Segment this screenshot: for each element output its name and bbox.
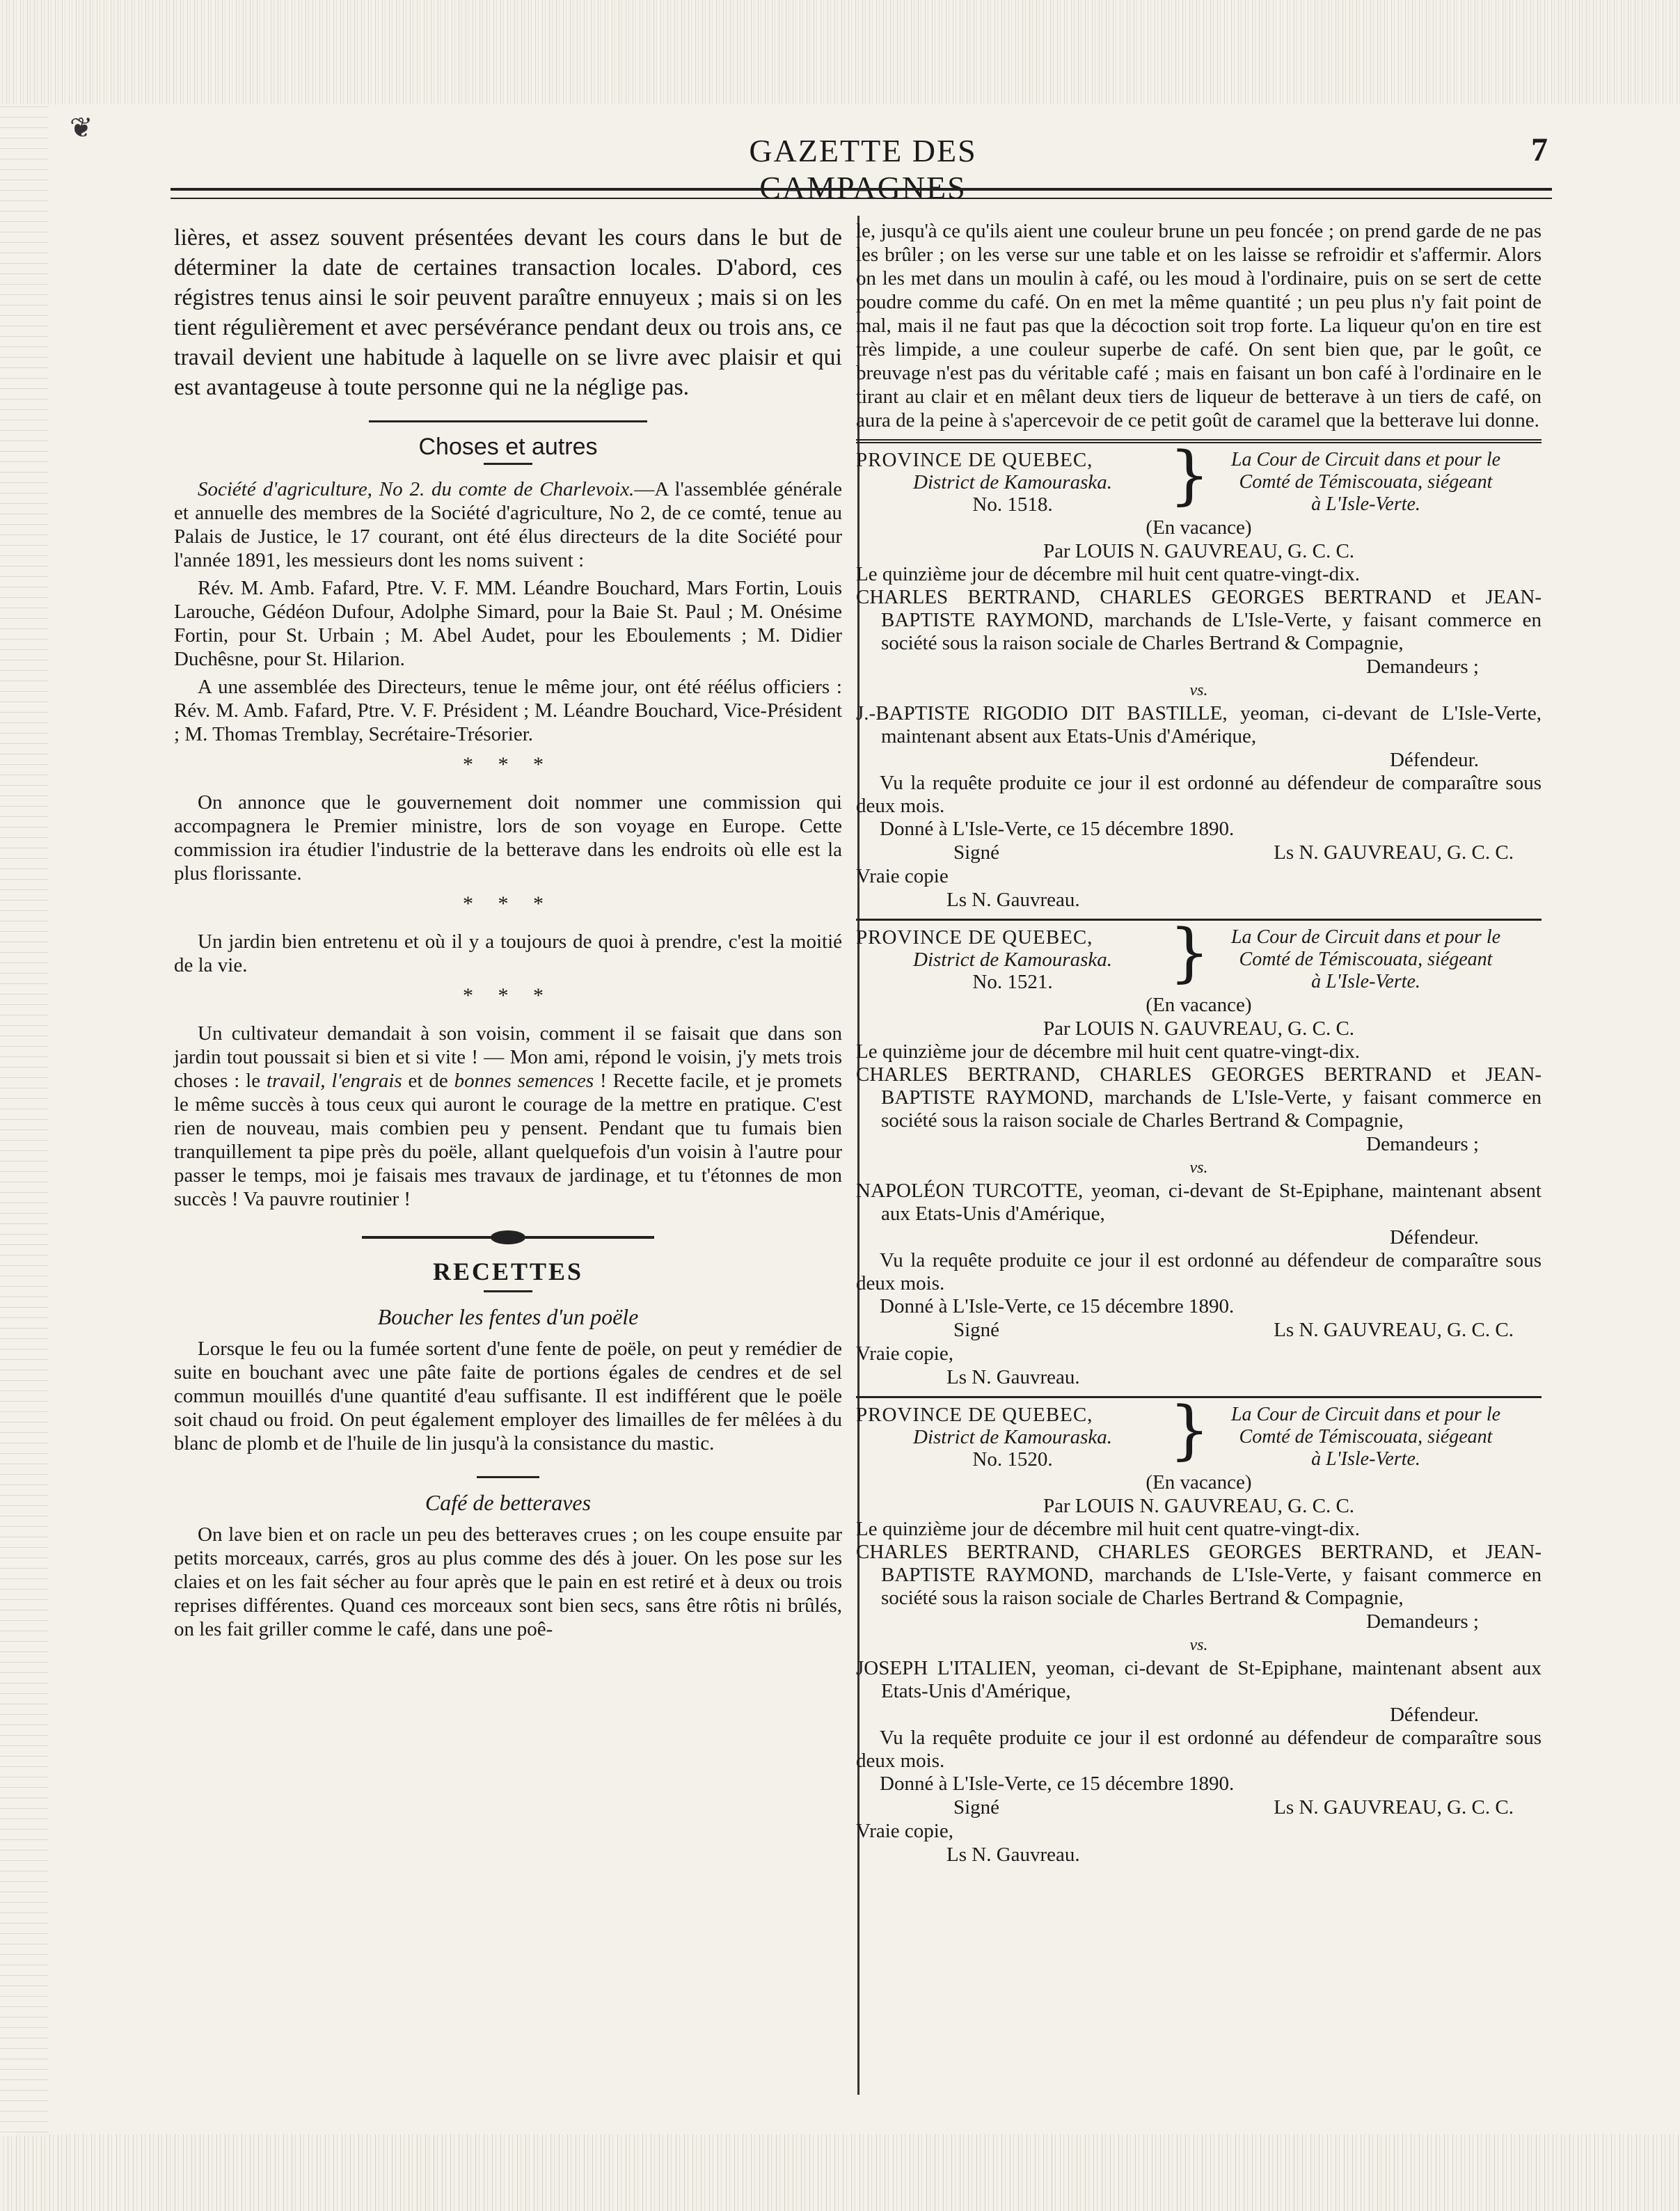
notice-defendeur: Défendeur. xyxy=(1389,1226,1479,1249)
notice-demandeurs: Demandeurs ; xyxy=(1366,1610,1479,1633)
court-line-2: Comté de Témiscouata, siégeant xyxy=(1239,949,1493,970)
notice-copie: Vraie copie xyxy=(856,865,949,887)
notice-date-line: Le quinzième jour de décembre mil huit cent quatre-vingt-dix. xyxy=(856,1040,1360,1063)
notice-date-line: Le quinzième jour de décembre mil huit cent quatre-vingt-dix. xyxy=(856,1518,1360,1540)
cultivateur-italic-b: bonnes semences xyxy=(454,1070,594,1092)
brace-icon: } xyxy=(1169,438,1210,512)
notice-signe: Signé xyxy=(953,841,1000,864)
notice-vs: vs. xyxy=(1189,681,1208,699)
recipe-cafe-text: On lave bien et on racle un peu des betteraves crues ; on les coupe ensuite par petits morceaux, carrés, gros au plus comme des dés à jouer. On les pose sur les claies et on les fait sécher au four après que le pain en est retiré et à deux ou trois reprises différentes. Quand ces morceaux sont bien secs, sans être rôtis ni brûlés, on les fait griller comme le café, dans une poê- xyxy=(174,1523,842,1640)
court-line-1: La Cour de Circuit dans et pour le xyxy=(1230,926,1501,948)
notice-par: Par LOUIS N. GAUVREAU, G. C. C. xyxy=(1043,1017,1355,1040)
notice-signature-row xyxy=(856,1318,1542,1342)
notice-district: District de Kamouraska. xyxy=(913,949,1112,971)
section-rule xyxy=(369,420,647,422)
notice-signature-row xyxy=(856,1796,1542,1819)
notice-copie-name: Ls N. Gauvreau. xyxy=(946,1844,1080,1866)
notice-copie-name: Ls N. Gauvreau. xyxy=(946,889,1080,911)
court-line-3: à L'Isle-Verte. xyxy=(1311,493,1420,515)
recipe-title-cafe: Café de betteraves xyxy=(425,1490,592,1515)
cultivateur-text-a: Un cultivateur demandait à son voisin, comment il se faisait que dans son jardin tout poussait si bien et si vite ! — Mon ami, répond le voisin, j'y mets trois choses : le xyxy=(174,1022,842,1092)
notice-jurisdiction xyxy=(856,449,1169,516)
legal-notice xyxy=(856,439,1542,919)
notice-number: No. 1520. xyxy=(972,1448,1053,1471)
court-line-3: à L'Isle-Verte. xyxy=(1311,1448,1420,1470)
cafe-continuation: le, jusqu'à ce qu'ils aient une couleur brune un peu foncée ; on prend garde de ne pas les brûler ; on les verse sur une table et on les laisse se refroidir et s'affermir. Alors on les met dans un moulin à café, ou les moud à l'ordinaire, puis on se sert de cette poudre comme du café. On en met la même quantité ; un peu plus n'y fait point de mal, mais il ne faut pas que la décoction soit trop forte. La liqueur qu'on en tire est très limpide, a une couleur superbe de café. On sent bien que, par le goût, ce breuvage n'est pas du véritable café ; mais en faisant un bon café à l'ordinaire en le tirant au clair et en mêlant deux tiers de liqueur de betterave à un tiers de café, on aura de la peine à s'apercevoir de ce petit goût de caramel que la betterave lui donne. xyxy=(856,220,1542,431)
cultivateur-text-c: ! Recette facile, et je promets le même succès à tous ceux qui auront le courage de la mettre en pratique. C'est rien de nouveau, mais combien peu y pensent. Pendant que tu fumais bien tranquillement ta pipe près du poële, allant quelquefois d'un voisin à l'autre pour passer le temps, moi je faisais mes travaux de jardinage, et tu t'étonnes de mon succès ! Va pauvre routinier ! xyxy=(174,1070,842,1210)
notice-jurisdiction xyxy=(856,1404,1169,1471)
notice-province: PROVINCE DE QUEBEC, xyxy=(856,926,1093,949)
recipe-title-poele: Boucher les fentes d'un poële xyxy=(377,1304,639,1329)
notice-plaintiffs: CHARLES BERTRAND, CHARLES GEORGES BERTRAND et JEAN-BAPTISTE RAYMOND, marchands de L'Isle-Verte, y faisant commerce en société sous la raison sociale de Charles Bertrand & Compagnie, xyxy=(856,586,1542,654)
recipe-rule xyxy=(477,1476,539,1478)
section-title-recettes: RECETTES xyxy=(432,1258,584,1285)
left-column xyxy=(174,223,842,1645)
cultivateur-text-b: et de xyxy=(402,1070,454,1092)
notice-plaintiffs: CHARLES BERTRAND, CHARLES GEORGES BERTRAND et JEAN-BAPTISTE RAYMOND, marchands de L'Isle-Verte, y faisant commerce en société sous la raison sociale de Charles Bertrand & Compagnie, xyxy=(856,1063,1542,1132)
notice-number: No. 1521. xyxy=(972,971,1053,993)
notice-signe: Signé xyxy=(953,1319,1000,1341)
legal-notice xyxy=(856,1393,1542,1873)
notice-header xyxy=(856,1393,1542,1471)
notice-copie-name: Ls N. Gauvreau. xyxy=(946,1366,1080,1388)
scan-noise-bottom xyxy=(0,2134,1680,2211)
notice-plaintiffs: CHARLES BERTRAND, CHARLES GEORGES BERTRAND, et JEAN-BAPTISTE RAYMOND, marchands de L'Isle-Verte, y faisant commerce en société sous la raison sociale de Charles Bertrand & Compagnie, xyxy=(856,1541,1542,1609)
notice-header xyxy=(856,438,1542,516)
notice-demandeurs: Demandeurs ; xyxy=(1366,1133,1479,1155)
notice-vacance: (En vacance) xyxy=(1146,994,1252,1016)
court-line-3: à L'Isle-Verte. xyxy=(1311,971,1420,992)
notice-signe: Signé xyxy=(953,1796,1000,1818)
header-rule xyxy=(171,188,1552,199)
notice-demandeurs: Demandeurs ; xyxy=(1366,656,1479,678)
notice-defendant: NAPOLÉON TURCOTTE, yeoman, ci-devant de St-Epiphane, maintenant absent aux Etats-Unis d'Amérique, xyxy=(856,1180,1542,1225)
notice-par: Par LOUIS N. GAUVREAU, G. C. C. xyxy=(1043,540,1355,562)
notice-copie: Vraie copie, xyxy=(856,1342,953,1365)
societe-lead: Société d'agriculture, No 2. du comte de Charlevoix. xyxy=(198,478,635,500)
notice-date-line: Le quinzième jour de décembre mil huit cent quatre-vingt-dix. xyxy=(856,563,1360,585)
scan-noise-left xyxy=(0,104,49,2137)
notice-court xyxy=(1190,926,1542,993)
notice-signer: Ls N. GAUVREAU, G. C. C. xyxy=(1274,1319,1514,1341)
societe-text: —A l'assemblée générale et annuelle des membres de la Société d'agriculture, No 2, de ce comté, tenue au Palais de Justice, le 17 courant, ont été élus directeurs de la dite Société pour l'année 1891, les messieurs dont les noms suivent : xyxy=(174,478,842,571)
brace-icon: } xyxy=(1169,915,1210,990)
scan-noise-top xyxy=(0,0,1680,104)
separator-stars: * * * xyxy=(463,984,553,1007)
notice-signer: Ls N. GAUVREAU, G. C. C. xyxy=(1274,841,1514,864)
notice-district: District de Kamouraska. xyxy=(913,1426,1112,1448)
notice-jurisdiction xyxy=(856,926,1169,993)
court-line-1: La Cour de Circuit dans et pour le xyxy=(1230,1404,1501,1425)
notice-order: Vu la requête produite ce jour il est ordonné au défendeur de comparaître sous deux mois. xyxy=(856,1727,1542,1772)
jardin-paragraph: Un jardin bien entretenu et où il y a toujours de quoi à prendre, c'est la moitié de la vie. xyxy=(174,930,842,976)
notice-donne: Donné à L'Isle-Verte, ce 15 décembre 1890. xyxy=(880,1295,1235,1317)
page-number: 7 xyxy=(1531,132,1548,168)
societe-officers: A une assemblée des Directeurs, tenue le même jour, ont été réélus officiers : Rév. M. Amb. Fafard, Ptre. V. F. Président ; M. Léandre Bouchard, Vice-Président ; M. Thomas Tremblay, Secrétaire-Trésorier. xyxy=(174,676,842,745)
separator-stars: * * * xyxy=(463,892,553,915)
ornament-rule xyxy=(362,1236,654,1239)
notice-vacance: (En vacance) xyxy=(1146,1471,1252,1493)
notice-defendant: J.-BAPTISTE RIGODIO DIT BASTILLE, yeoman, ci-devant de L'Isle-Verte, maintenant absent aux Etats-Unis d'Amérique, xyxy=(856,702,1542,747)
notice-court xyxy=(1190,449,1542,516)
right-column xyxy=(856,219,1542,1873)
notice-donne: Donné à L'Isle-Verte, ce 15 décembre 1890. xyxy=(880,1773,1235,1795)
title-rule xyxy=(484,463,532,465)
court-line-2: Comté de Témiscouata, siégeant xyxy=(1239,1426,1493,1448)
separator-stars: * * * xyxy=(463,753,553,776)
societe-directors: Rév. M. Amb. Fafard, Ptre. V. F. MM. Léandre Bouchard, Mars Fortin, Louis Larouche, Gédéon Dufour, Adolphe Simard, pour la Baie St. Paul ; M. Onésime Fortin, pour St. Urbain ; M. Abel Audet, pour les Eboulements ; M. Didier Duchêsne, pour St. Hilarion. xyxy=(174,577,842,670)
notice-vs: vs. xyxy=(1189,1636,1208,1654)
commission-paragraph: On annonce que le gouvernement doit nommer une commission qui accompagnera le Premier ministre, lors de son voyage en Europe. Cette commission ira étudier l'industrie de la betterave dans les endroits où elle est la plus florissante. xyxy=(174,791,842,885)
running-title: GAZETTE DES CAMPAGNES xyxy=(749,133,977,205)
notice-court xyxy=(1190,1404,1542,1471)
cultivateur-paragraph xyxy=(174,1022,842,1211)
notice-defendant: JOSEPH L'ITALIEN, yeoman, ci-devant de St-Epiphane, maintenant absent aux Etats-Unis d'Amérique, xyxy=(856,1657,1542,1702)
title-rule xyxy=(484,1290,532,1292)
notice-defendeur: Défendeur. xyxy=(1389,749,1479,771)
notice-donne: Donné à L'Isle-Verte, ce 15 décembre 1890. xyxy=(880,818,1235,840)
notice-number: No. 1518. xyxy=(972,493,1053,516)
section-title-choses: Choses et autres xyxy=(418,434,598,460)
notice-par: Par LOUIS N. GAUVREAU, G. C. C. xyxy=(1043,1495,1355,1517)
notice-order: Vu la requête produite ce jour il est ordonné au défendeur de comparaître sous deux mois. xyxy=(856,772,1542,817)
notice-province: PROVINCE DE QUEBEC, xyxy=(856,449,1093,471)
notice-signer: Ls N. GAUVREAU, G. C. C. xyxy=(1274,1796,1514,1818)
notice-vacance: (En vacance) xyxy=(1146,516,1252,539)
notice-copie: Vraie copie, xyxy=(856,1820,953,1842)
court-line-1: La Cour de Circuit dans et pour le xyxy=(1230,449,1501,470)
notice-district: District de Kamouraska. xyxy=(913,471,1112,493)
notice-header xyxy=(856,915,1542,993)
notice-defendeur: Défendeur. xyxy=(1389,1704,1479,1726)
intro-paragraph: lières, et assez souvent présentées devant les cours dans le but de déterminer la date de certaines transaction locales. D'abord, ces régistres tenus ainsi le soir peuvent paraître ennuyeux ; mais si on les tient régulièrement et avec persévérance pendant deux ou trois ans, ce travail devient une habitude à laquelle on se livre avec plaisir et qui est avantageuse à toute personne qui ne la néglige pas. xyxy=(174,225,842,400)
brace-icon: } xyxy=(1169,1393,1210,1467)
notice-province: PROVINCE DE QUEBEC, xyxy=(856,1404,1093,1426)
court-line-2: Comté de Témiscouata, siégeant xyxy=(1239,471,1493,493)
recipe-poele-text: Lorsque le feu ou la fumée sortent d'une fente de poële, on peut y remédier de suite en bouchant avec une pâte faite de portions égales de cendres et de sel commun mouillés d'une quantité d'eau suffisante. Il est indifférent que le poële soit chaud ou froid. On peut également employer des limailles de fer mêlées à du blanc de plomb et de l'huile de lin jusqu'à la consistance du mastic. xyxy=(174,1338,842,1455)
ornament-icon: ❦ xyxy=(70,112,93,143)
legal-notice xyxy=(856,915,1542,1396)
cultivateur-italic-a: travail, l'engrais xyxy=(266,1070,402,1092)
notice-vs: vs. xyxy=(1189,1159,1208,1177)
notice-order: Vu la requête produite ce jour il est ordonné au défendeur de comparaître sous deux mois. xyxy=(856,1249,1542,1294)
legal-notices xyxy=(856,439,1542,1873)
ornament-icon xyxy=(491,1230,525,1244)
notice-signature-row xyxy=(856,841,1542,864)
societe-paragraph xyxy=(174,477,842,572)
